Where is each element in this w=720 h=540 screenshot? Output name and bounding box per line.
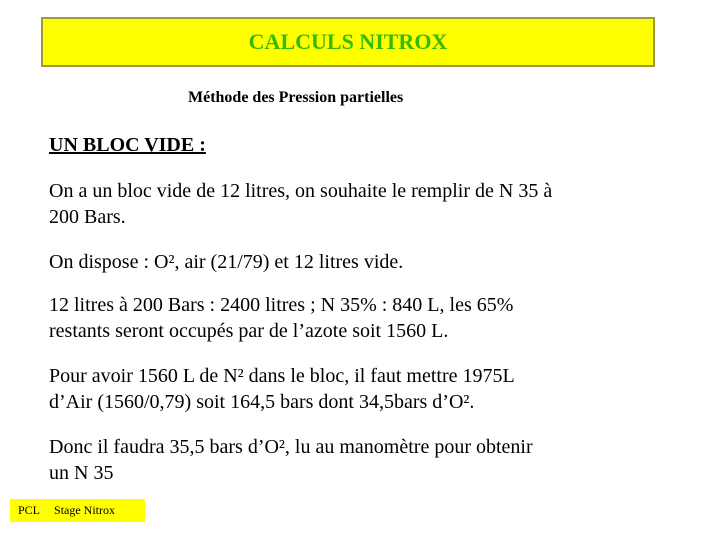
paragraph-line: Pour avoir 1560 L de N² dans le bloc, il faut mettre 1975L bbox=[49, 365, 515, 387]
paragraph-line: On a un bloc vide de 12 litres, on souhaite le remplir de N 35 à bbox=[49, 180, 553, 202]
paragraph-1 bbox=[49, 178, 552, 230]
slide-subtitle: Méthode des Pression partielles bbox=[188, 89, 404, 106]
paragraph-line: un N 35 bbox=[49, 462, 114, 484]
paragraph-line: On dispose : O², air (21/79) et 12 litres vide. bbox=[49, 251, 404, 273]
paragraph-line: 200 Bars. bbox=[49, 206, 126, 228]
paragraph-2 bbox=[49, 249, 403, 275]
footer-badge bbox=[10, 499, 145, 522]
title-banner bbox=[41, 17, 655, 67]
section-heading: UN BLOC VIDE : bbox=[49, 134, 206, 156]
paragraph-4 bbox=[49, 363, 515, 415]
slide-body bbox=[49, 132, 689, 484]
paragraph-5 bbox=[49, 434, 533, 486]
footer-label: Stage Nitrox bbox=[54, 503, 116, 517]
paragraph-line: restants seront occupés par de l’azote soit 1560 L. bbox=[49, 320, 449, 342]
slide-title: CALCULS NITROX bbox=[248, 29, 448, 54]
paragraph-line: 12 litres à 200 Bars : 2400 litres ; N 35% : 840 L, les 65% bbox=[49, 294, 514, 316]
paragraph-line: d’Air (1560/0,79) soit 164,5 bars dont 34,5bars d’O². bbox=[49, 391, 475, 413]
footer-org: PCL bbox=[18, 503, 41, 517]
paragraph-3 bbox=[49, 292, 513, 344]
paragraph-line: Donc il faudra 35,5 bars d’O², lu au manomètre pour obtenir bbox=[49, 436, 533, 458]
